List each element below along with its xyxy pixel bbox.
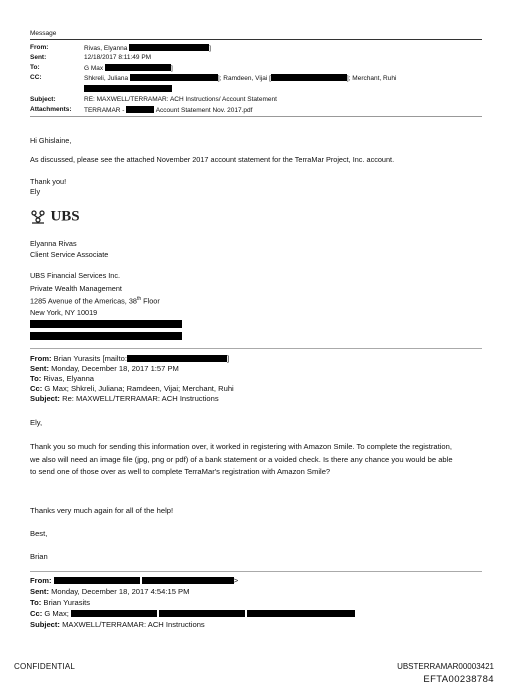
cc-label: Cc: bbox=[30, 384, 43, 393]
redaction bbox=[247, 610, 355, 617]
header-divider bbox=[30, 39, 482, 40]
subject-value: RE: MAXWELL/TERRAMAR: ACH Instructions/ Account Statement bbox=[84, 96, 277, 103]
keys-icon bbox=[30, 209, 46, 225]
from-label: From: bbox=[30, 576, 52, 585]
signature-address bbox=[30, 296, 160, 305]
to-value bbox=[84, 64, 173, 72]
to-label: To: bbox=[30, 374, 42, 383]
cc-value: G Max; bbox=[44, 609, 69, 618]
redaction bbox=[105, 64, 171, 71]
thanks-text: Thanks very much again for all of the help! bbox=[30, 506, 174, 515]
ubs-logo bbox=[30, 208, 80, 226]
sent-row bbox=[30, 587, 189, 596]
from-row bbox=[30, 576, 238, 585]
from-value bbox=[84, 44, 211, 52]
cc-name-1: Shkreli, Juliana bbox=[84, 75, 129, 82]
from-tail: > bbox=[233, 576, 239, 585]
sent-label: Sent: bbox=[30, 587, 49, 596]
redaction bbox=[54, 577, 140, 584]
sent-label: Sent: bbox=[30, 54, 47, 61]
closing-text: Best, bbox=[30, 529, 48, 538]
redaction bbox=[30, 332, 182, 340]
subject-label: Subject: bbox=[30, 96, 56, 103]
ubs-logo-text: UBS bbox=[50, 208, 80, 225]
redaction bbox=[130, 74, 218, 81]
body-text: Thank you so much for sending this information over, it worked in registering with Amazon Smile. To complete the registration, we also will need an image file (jpg, png or pdf) of a bank statement or a voided check. Is there any chance you would be able to send one of those over as well to complete TerraMar's registration with Amazon Smile? bbox=[30, 442, 453, 476]
sent-row bbox=[30, 364, 179, 373]
from-name: Rivas, Elyanna bbox=[84, 45, 128, 52]
signature-title: Client Service Associate bbox=[30, 250, 109, 259]
cc-value bbox=[84, 74, 396, 82]
cc-value: G Max; Shkreli, Juliana; Ramdeen, Vijai; Merchant, Ruhi bbox=[44, 384, 234, 393]
redaction bbox=[84, 85, 172, 92]
cc-label: CC: bbox=[30, 74, 42, 81]
to-label: To: bbox=[30, 64, 40, 71]
subject-label: Subject: bbox=[30, 620, 60, 629]
to-row bbox=[30, 374, 94, 383]
confidential-label: CONFIDENTIAL bbox=[14, 662, 76, 671]
sent-label: Sent: bbox=[30, 364, 49, 373]
signature-company: UBS Financial Services Inc. bbox=[30, 271, 121, 280]
redaction bbox=[142, 577, 234, 584]
header-divider-bottom bbox=[30, 116, 482, 117]
to-row bbox=[30, 598, 90, 607]
attachment-filename: Account Statement Nov. 2017.pdf bbox=[155, 107, 253, 114]
cc-label: Cc: bbox=[30, 609, 43, 618]
redaction bbox=[71, 610, 157, 617]
cc-row bbox=[30, 609, 355, 618]
signature-name: Elyanna Rivas bbox=[30, 239, 77, 248]
greeting: Ely, bbox=[30, 418, 43, 427]
redaction bbox=[159, 610, 245, 617]
bates-number: UBSTERRAMAR00003421 bbox=[397, 662, 494, 671]
from-value: Brian Yurasits [mailto: bbox=[53, 354, 127, 363]
address-superscript: th bbox=[136, 296, 142, 302]
to-tail: ] bbox=[170, 65, 173, 72]
address-floor: Floor bbox=[141, 296, 160, 306]
cc-name-2: ]; Ramdeen, Vijai [ bbox=[217, 75, 271, 82]
redaction bbox=[271, 74, 347, 81]
signature-city: New York, NY 10019 bbox=[30, 308, 98, 317]
to-name: G Max bbox=[84, 65, 104, 72]
cc-row bbox=[30, 384, 234, 393]
subject-value: Re: MAXWELL/TERRAMAR: ACH Instructions bbox=[62, 394, 219, 403]
from-row bbox=[30, 354, 229, 363]
body-text: As discussed, please see the attached November 2017 account statement for the TerraMar Project, Inc. account. bbox=[30, 155, 395, 164]
from-tail: ] bbox=[226, 354, 230, 363]
subject-row bbox=[30, 620, 205, 629]
attachment-prefix: TERRAMAR - bbox=[84, 107, 125, 114]
thanks-text: Thank you! bbox=[30, 177, 67, 186]
from-tail: ] bbox=[209, 45, 211, 52]
sent-value: Monday, December 18, 2017 4:54:15 PM bbox=[51, 587, 190, 596]
from-label: From: bbox=[30, 354, 52, 363]
attachments-value bbox=[84, 106, 252, 114]
redaction bbox=[129, 44, 209, 51]
redaction bbox=[30, 320, 182, 328]
message-title: Message bbox=[30, 30, 57, 37]
attachments-label: Attachments: bbox=[30, 106, 72, 113]
redaction bbox=[127, 354, 230, 363]
signature-division: Private Wealth Management bbox=[30, 284, 122, 293]
message-divider bbox=[30, 571, 482, 572]
sent-value: 12/18/2017 8:11:49 PM bbox=[84, 54, 152, 61]
from-label: From: bbox=[30, 44, 49, 51]
greeting: Hi Ghislaine, bbox=[30, 136, 72, 145]
address-line: 1285 Avenue of the Americas, 38 bbox=[30, 296, 137, 306]
efta-number: EFTA00238784 bbox=[423, 674, 494, 685]
redaction bbox=[126, 106, 154, 113]
subject-label: Subject: bbox=[30, 394, 60, 403]
message-divider bbox=[30, 348, 482, 349]
subject-value: MAXWELL/TERRAMAR: ACH Instructions bbox=[62, 620, 205, 629]
cc-name-3: ]; Merchant, Ruhi bbox=[346, 75, 397, 82]
subject-row bbox=[30, 394, 219, 403]
to-value: Rivas, Elyanna bbox=[43, 374, 95, 383]
sign-name: Brian bbox=[30, 552, 48, 561]
to-label: To: bbox=[30, 598, 42, 607]
sign-name: Ely bbox=[30, 187, 41, 196]
sent-value: Monday, December 18, 2017 1:57 PM bbox=[51, 364, 179, 373]
to-value: Brian Yurasits bbox=[43, 598, 91, 607]
